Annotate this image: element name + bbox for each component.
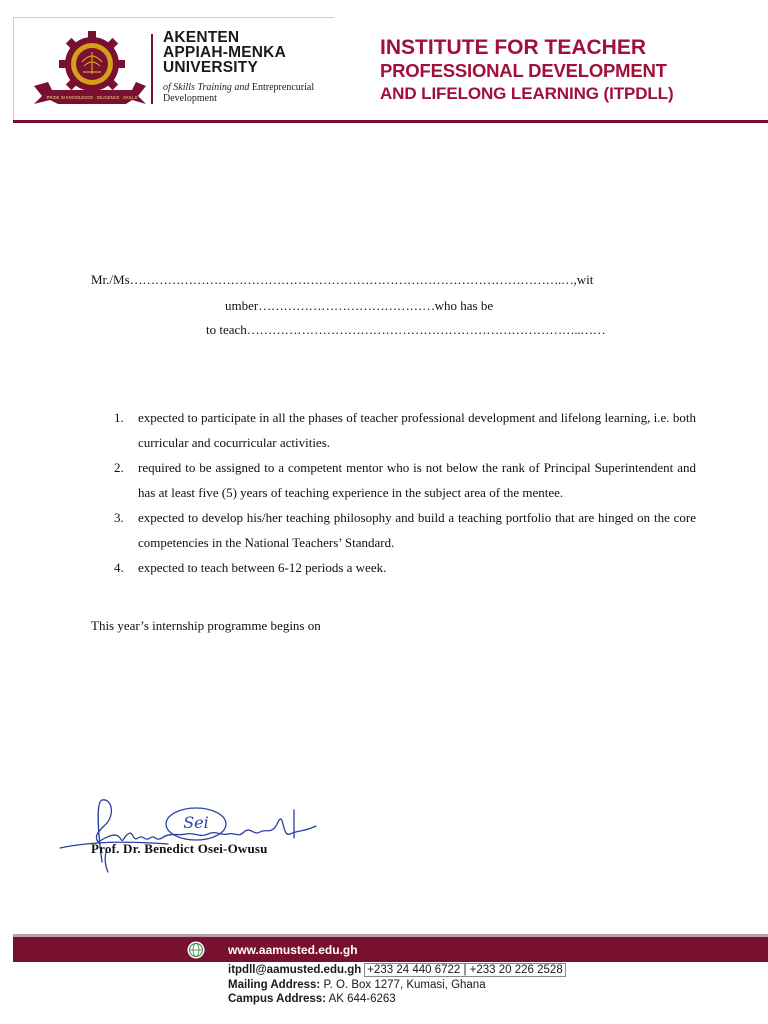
signatory-name: Prof. Dr. Benedict Osei-Owusu <box>91 841 268 856</box>
subtitle-post: Entreprencurial <box>251 82 315 93</box>
website-link[interactable]: www.aamusted.edu.gh <box>228 943 358 957</box>
campus-label: Campus Address: <box>228 993 326 1005</box>
university-name-line: APPIAH-MENKA <box>163 44 286 61</box>
subtitle-and: and <box>234 82 250 93</box>
university-subtitle <box>163 82 314 104</box>
list-number: 1. <box>114 410 124 425</box>
list-number: 3. <box>114 510 124 525</box>
list-text: expected to participate in all the phases of teacher professional development and lifelong learning, i.e. both curricular and cocurricular activities. <box>138 410 696 450</box>
name-blank: ………………………………………………………………………………………….… <box>129 272 574 287</box>
logo-motto: PRIDE IN KNOWLEDGE · DILIGENCE · SKILLS <box>46 95 138 100</box>
mailing-label: Mailing Address: <box>228 979 321 991</box>
name-field-line <box>91 272 593 288</box>
number-field-line <box>225 298 493 314</box>
name-label: Mr./Ms <box>91 272 130 287</box>
header-rule <box>13 120 768 123</box>
university-name-line: AKENTEN <box>163 29 240 46</box>
list-number: 2. <box>114 460 124 475</box>
name-tail: ,wit <box>573 272 594 287</box>
university-name-line: UNIVERSITY <box>163 59 259 76</box>
institute-title-line1: INSTITUTE FOR TEACHER <box>380 36 646 59</box>
campus-value: AK 644-6263 <box>328 993 396 1005</box>
list-number: 4. <box>114 560 124 575</box>
mailing-value: P. O. Box 1277, Kumasi, Ghana <box>323 979 486 991</box>
list-item <box>100 505 696 555</box>
signature-image <box>58 792 330 874</box>
campus-address <box>228 993 396 1005</box>
list-text: expected to teach between 6-12 periods a week. <box>138 560 387 575</box>
signature-mark: Sei <box>183 813 209 832</box>
subject-field-line <box>206 322 605 338</box>
institute-title <box>380 36 674 105</box>
conditions-list <box>100 405 696 580</box>
header-divider <box>151 34 153 104</box>
email-link[interactable]: itpdll@aamusted.edu.gh <box>228 964 362 976</box>
list-text: required to be assigned to a competent mentor who is not below the rank of Principal Superintendent and has at least five (5) years of teaching experience in the subject area of the mentee. <box>138 460 696 500</box>
mailing-address <box>228 979 486 991</box>
list-item <box>100 455 696 505</box>
number-blank: …………………………………… <box>258 298 435 313</box>
internship-start-text: This year’s internship programme begins on <box>91 618 321 633</box>
subtitle-pre: of Skills Training <box>163 82 232 93</box>
subject-label: to teach <box>206 322 247 337</box>
subject-blank: ……………………………………………………………………..…… <box>246 322 606 337</box>
institute-title-line3: AND LIFELONG LEARNING (ITPDLL) <box>380 84 674 103</box>
number-label: umber <box>225 298 259 313</box>
globe-icon <box>187 941 205 959</box>
footer-band <box>13 937 768 962</box>
number-tail: who has be <box>434 298 494 313</box>
university-logo <box>30 28 148 108</box>
list-item <box>100 555 696 580</box>
university-name <box>163 30 286 75</box>
list-item <box>100 405 696 455</box>
contact-line <box>228 964 566 976</box>
subtitle-line2: Development <box>163 93 217 104</box>
list-text: expected to develop his/her teaching philosophy and build a teaching portfolio that are hinged on the core competencies in the National Teachers’ Standard. <box>138 510 696 550</box>
institute-title-line2: PROFESSIONAL DEVELOPMENT <box>380 60 667 81</box>
phone-numbers: +233 24 440 6722 | +233 20 226 2528 <box>364 963 565 977</box>
